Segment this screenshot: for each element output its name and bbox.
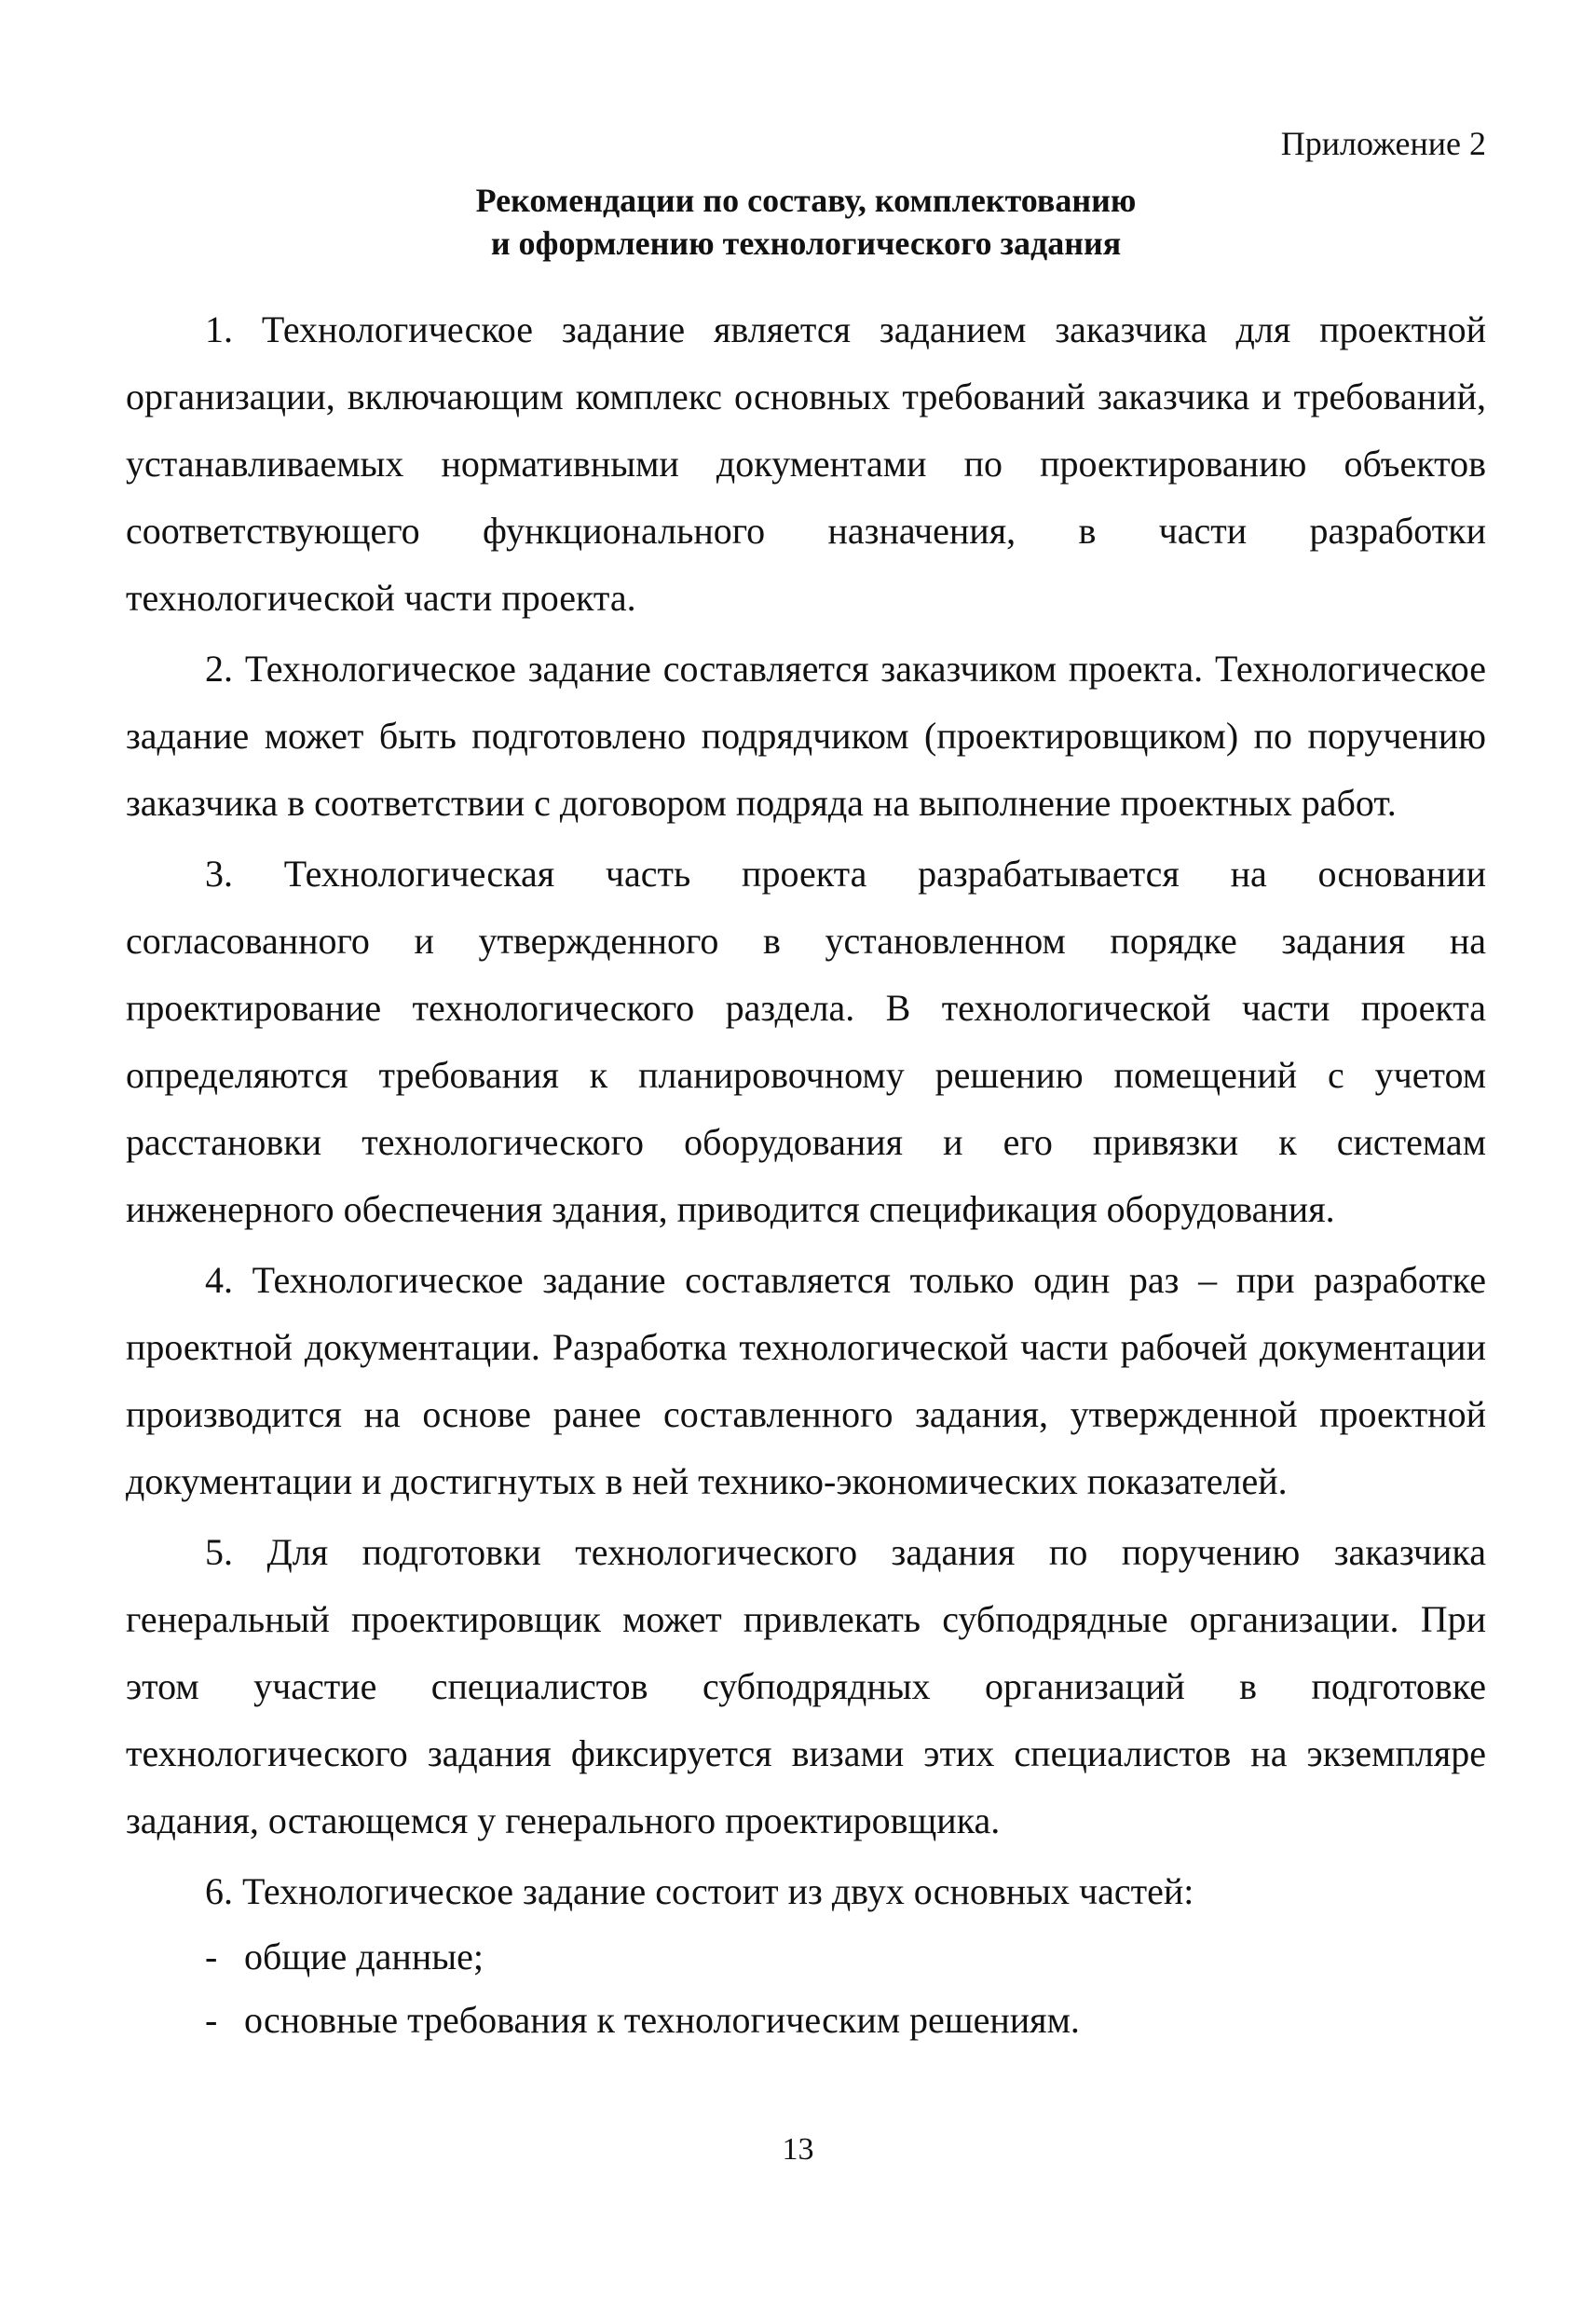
document-body bbox=[126, 296, 1486, 2052]
list-dash: - bbox=[205, 1936, 218, 1977]
document-title-line-1: Рекомендации по составу, комплектованию bbox=[475, 182, 1137, 219]
list-item-text: основные требования к технологическим решениям. bbox=[244, 1999, 1080, 2041]
paragraph-5: 5. Для подготовки технологического задания по поручению заказчика генеральный проектировщик может привлекать субподрядные организации. При этом участие специалистов субподрядных организаций в подготовке технологического задания фиксируется визами этих специалистов на экземпляре задания, остающемся у генерального проектировщика. bbox=[126, 1531, 1486, 1841]
list-dash: - bbox=[205, 1999, 218, 2041]
paragraph-3: 3. Технологическая часть проекта разрабатывается на основании согласованного и утвержденного в установленном порядке задания на проектирование технологического раздела. В технологической части проекта определяются требования к планировочному решению помещений с учетом расстановки технологического оборудования и его привязки к системам инженерного обеспечения здания, приводится спецификация оборудования. bbox=[126, 853, 1486, 1230]
appendix-label: Приложение 2 bbox=[1280, 125, 1486, 162]
paragraph-2: 2. Технологическое задание составляется заказчиком проекта. Технологическое задание может быть подготовлено подрядчиком (проектировщиком) по поручению заказчика в соответствии с договором подряда на выполнение проектных работ. bbox=[126, 648, 1486, 824]
page-number: 13 bbox=[782, 2132, 814, 2167]
list-item bbox=[126, 1925, 1486, 1989]
paragraph-4: 4. Технологическое задание составляется только один раз – при разработке проектной документации. Разработка технологической части рабочей документации производится на основе ранее составленного задания, утвержденной проектной документации и достигнутых в ней технико-экономических показателей. bbox=[126, 1259, 1486, 1502]
parts-list bbox=[126, 1925, 1486, 2052]
list-item-text: общие данные; bbox=[244, 1936, 484, 1977]
document-title-line-2: и оформлению технологического задания bbox=[490, 225, 1122, 262]
list-item bbox=[126, 1989, 1486, 2052]
paragraph-6: 6. Технологическое задание состоит из двух основных частей: bbox=[205, 1870, 1194, 1912]
paragraph-1: 1. Технологическое задание является заданием заказчика для проектной организации, включающим комплекс основных требований заказчика и требований, устанавливаемых нормативными документами по проектированию объектов соответствующего функционального назначения, в части разработки технологической части проекта. bbox=[126, 308, 1486, 619]
document-title bbox=[126, 179, 1486, 265]
document-page bbox=[126, 121, 1486, 2052]
